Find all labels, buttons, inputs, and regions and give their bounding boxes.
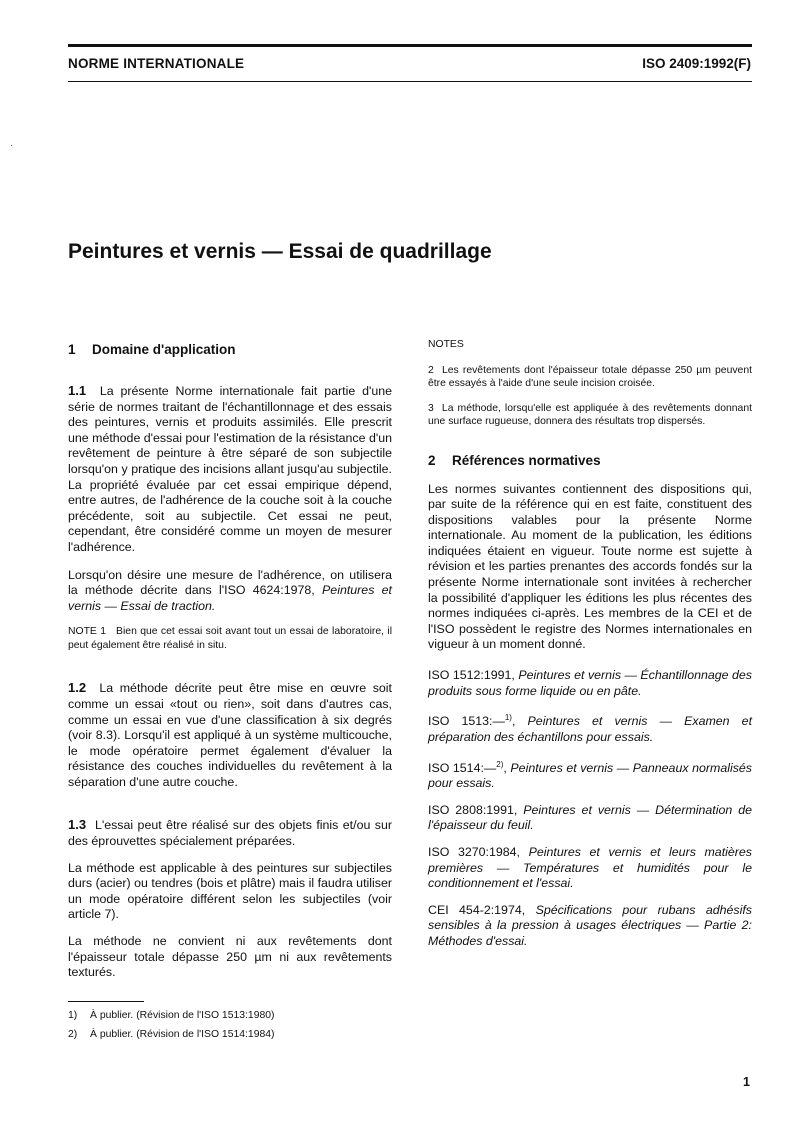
footnote-2-mark: 2): [68, 1029, 78, 1040]
paragraph-1-2-text: La méthode décrite peut être mise en œuvre soit comme un essai «tout ou rien», soit dans d'autres cas, comme un essai en vue d'une classification à six degrés (voir 8.3). Lorsqu'il est appliqué à un système multicouche, le mode opératoire permet également d'évaluer la résistance des couches individuelles du revêtement à la séparation d'une autre couche.: [68, 681, 392, 789]
footnote-1-text: À publier. (Révision de l'ISO 1513:1980): [90, 1010, 275, 1021]
reference-list: [428, 668, 752, 950]
paragraph-1-1: [68, 383, 392, 556]
footnote-2: [68, 1028, 275, 1041]
note-1-text: Bien que cet essai soit avant tout un essai de laboratoire, il peut également être réalisé in situ.: [68, 626, 392, 651]
header-doc-type: NORME INTERNATIONALE: [68, 56, 245, 71]
reference-code: ISO 1512:1991,: [428, 668, 515, 683]
section-1-number: 1: [68, 342, 76, 357]
reference-code: ISO 2808:1991,: [428, 802, 518, 817]
reference-code: ISO 3270:1984,: [428, 845, 520, 860]
paragraph-250-micron: La méthode ne convient ni aux revêtements dont l'épaisseur totale dépasse 250 µm ni aux revêtements texturés.: [68, 934, 392, 980]
note-2-text: Les revêtements dont l'épaisseur totale dépasse 250 µm peuvent être essayés à l'aide d'une seule incision croisée.: [428, 364, 752, 389]
paragraph-traction-text: Lorsqu'on désire une mesure de l'adhérence, on utilisera la méthode décrite dans l'ISO 4624:1978,: [68, 567, 392, 598]
reference-title: Peintures et vernis — Détermination de l'épaisseur du feuil.: [428, 802, 753, 833]
note-1-label: NOTE 1: [68, 626, 106, 638]
paragraph-traction-ref: Peintures et vernis — Essai de traction.: [68, 583, 392, 613]
paragraph-1-2-number: 1.2: [68, 680, 87, 696]
notes-label: NOTES: [428, 339, 464, 350]
header-doc-id: ISO 2409:1992(F): [642, 56, 751, 71]
footnote-separator: [68, 1001, 144, 1002]
section-1-title: Domaine d'application: [92, 342, 236, 357]
paragraph-1-2: [68, 680, 392, 790]
reference-footnote-mark: 1): [504, 713, 512, 723]
header-rule-bottom: [68, 81, 752, 82]
reference-code: CEI 454-2:1974,: [428, 902, 526, 917]
paragraph-1-3-text: L'essai peut être réalisé sur des objets finis et/ou sur des éprouvettes spécialement préparées.: [68, 818, 392, 849]
paragraph-normative-refs: Les normes suivantes contiennent des dispositions qui, par suite de la référence qui en est faite, constituent des dispositions valables pour la présente Norme internationale. Au moment de la publication, les éditions indiquées étaient en vigueur. Toute norme est sujette à révision et les parties prenantes des accords fondés sur la présente Norme internationale sont invitées à rechercher la possibilité d'appliquer les éditions les plus récentes des normes indiquées ci-après. Les membres de la CEI et de l'ISO possèdent le registre des Normes internationales en vigueur à un moment donné.: [428, 481, 752, 652]
right-column: [428, 338, 752, 950]
reference-title: Spécifications pour rubans adhésifs sensibles à la pression à usages électriques — Partie 2: Méthodes d'essai.: [428, 902, 752, 948]
reference-footnote-mark: 2): [496, 759, 504, 769]
paragraph-1-1-text: La présente Norme internationale fait partie d'une série de normes traitant de l'échantillonnage et des essais des peintures, vernis et produits assimilés. Elle prescrit une méthode d'essai pour l'estimation de la résistance d'un revêtement de peinture à être séparé de son subjectile lorsqu'on y pratique des incisions allant jusqu'au subjectile. La propriété évaluée par cet essai empirique dépend, entre autres, de l'adhérence de la couche soit à la couche précédente, soit au subjectile. Cet essai ne peut, cependant, être considéré comme un moyen de mesurer l'adhérence.: [68, 384, 393, 554]
note-2-number: 2: [428, 364, 434, 376]
reference-item: [428, 903, 752, 950]
reference-title: Peintures et vernis et leurs matières premières — Températures et humidités pour le conditionnement et l'essai.: [428, 845, 752, 891]
section-2-number: 2: [428, 452, 436, 468]
note-1: [68, 625, 392, 652]
note-3-text: La méthode, lorsqu'elle est appliquée à des revêtements donnant une surface rugueuse, donnera des résultats trop dispersés.: [428, 402, 752, 427]
reference-title: Peintures et vernis — Échantillonnage des produits sous forme liquide ou en pâte.: [428, 668, 752, 698]
paragraph-1-3: [68, 817, 392, 849]
document-title: Peintures et vernis — Essai de quadrillage: [68, 240, 492, 263]
paragraph-1-1-number: 1.1: [68, 383, 87, 398]
reference-title: Peintures et vernis — Panneaux normalisés pour essais.: [428, 760, 752, 791]
reference-item: ISO 1513:—$^{1)}$, Peintures et vernis — Examen et préparation des échantillons pour essais.: [428, 713, 753, 744]
reference-item: [428, 845, 752, 892]
section-1-heading: [68, 342, 392, 357]
paragraph-traction: [68, 568, 392, 615]
section-2-heading: [428, 453, 752, 468]
section-2-title: Références normatives: [452, 452, 601, 468]
reference-item: [428, 803, 752, 834]
footnote-1-mark: 1): [68, 1010, 78, 1021]
page-number: 1: [743, 1075, 750, 1089]
scan-speck: ·: [10, 140, 14, 151]
paragraph-1-3-number: 1.3: [68, 817, 87, 833]
note-2: [428, 364, 752, 391]
footnote-2-text: À publier. (Révision de l'ISO 1514:1984): [90, 1029, 275, 1040]
note-3-number: 3: [428, 402, 434, 414]
header-rule-top: [68, 44, 752, 47]
reference-title: Peintures et vernis — Examen et préparation des échantillons pour essais.: [428, 714, 753, 744]
reference-item: ISO 1514:—$^{2)}$, Peintures et vernis — Panneaux normalisés pour essais.: [428, 759, 752, 791]
reference-code: ISO 1513:—: [428, 714, 505, 729]
paragraph-subjectiles: La méthode est applicable à des peintures sur subjectiles durs (acier) ou tendres (bois et plâtre) mais il faudra utiliser un mode opératoire différent selon les subjectiles (voir article 7).: [68, 860, 392, 922]
reference-item: [428, 668, 752, 699]
note-3: [428, 402, 752, 429]
footnote-1: [68, 1009, 275, 1022]
reference-code: ISO 1514:—: [428, 760, 497, 775]
left-column: [68, 338, 392, 981]
